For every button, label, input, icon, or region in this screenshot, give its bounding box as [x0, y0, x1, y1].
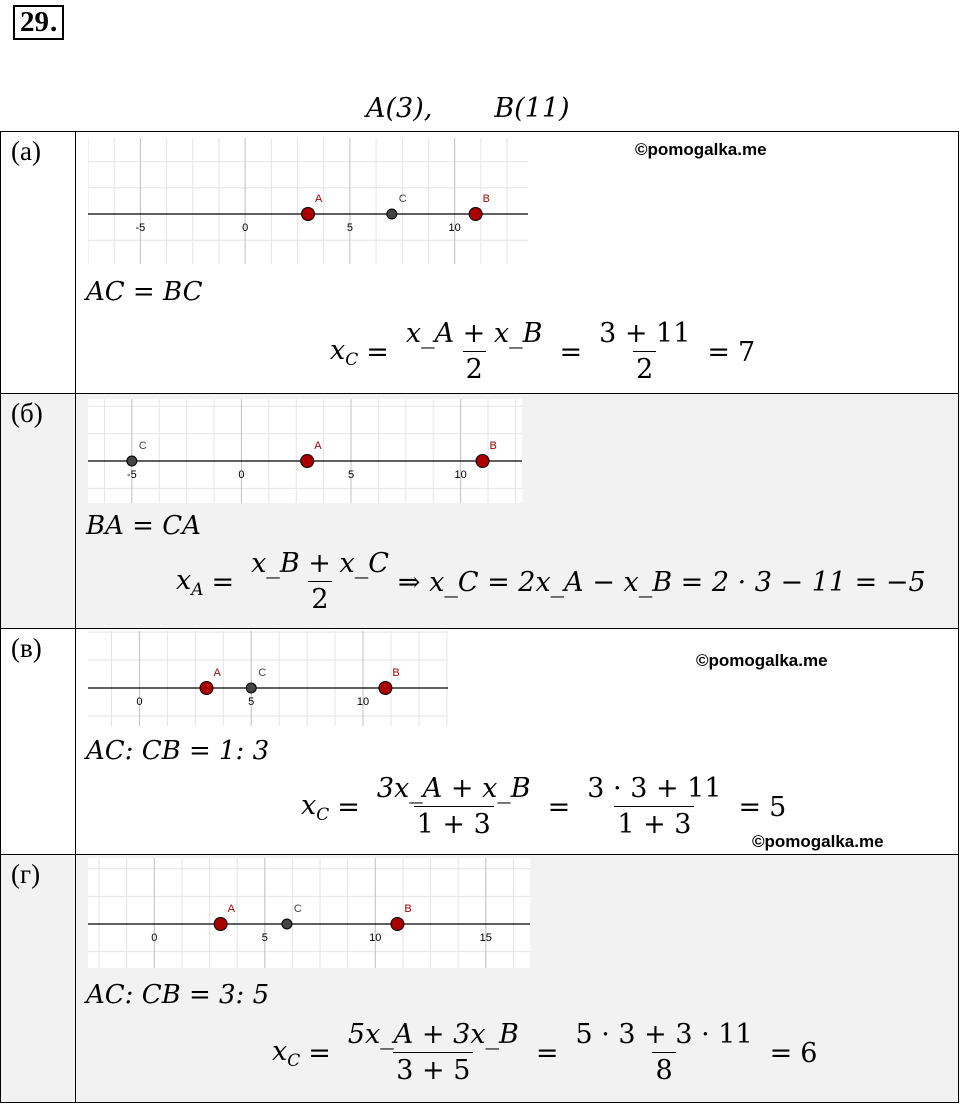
point-label-a: A — [227, 903, 235, 915]
tick-label: 0 — [242, 222, 249, 234]
fraction-den: 2 — [463, 351, 486, 388]
point-b — [391, 918, 404, 931]
formula-lhs: $x_C$ — [330, 335, 359, 370]
number-line — [88, 399, 522, 503]
formula-derivation: ⇒ x_C = 2x_A − x_B = 2 · 3 − 11 = −5 — [397, 567, 926, 598]
formula-result: 5 — [769, 792, 787, 823]
midpoint-formula: $x_C$ = $\frac{x\_A + x\_B}{2}$ = $\frac{3 + 11}{2}$ = 7 — [330, 317, 755, 388]
tick-label: 5 — [346, 222, 353, 234]
solution-table — [0, 131, 959, 1103]
fraction-num: 5x_A + 3x_B — [347, 1019, 519, 1050]
fraction-num: 3 · 3 + 11 — [587, 773, 722, 804]
fraction-numeric — [572, 1018, 755, 1089]
tick-label: 10 — [356, 696, 370, 708]
fraction-num: x_A + x_B — [405, 318, 543, 349]
row-label: (а) — [1, 132, 76, 394]
section-formula: $x_C$ = $\frac{5x\_A + 3x\_B}{3 + 5}$ = $\frac{5 \cdot 3 + 3 \cdot 11}{8}$ = 6 — [272, 1018, 817, 1089]
point-label-b: B — [482, 193, 490, 205]
given-point-b: B(11) — [494, 93, 570, 124]
watermark: ©pomogalka.me — [635, 140, 767, 159]
formula-result: 7 — [738, 337, 756, 368]
formula-result: 6 — [800, 1038, 818, 1069]
tick-label: 10 — [454, 469, 467, 481]
fraction-num: x_B + x_C — [251, 548, 389, 579]
point-label-c: C — [258, 667, 267, 679]
point-label-c: C — [138, 440, 147, 452]
point-label-a: A — [315, 193, 323, 205]
number-line — [88, 631, 448, 726]
problem-number: 29. — [13, 5, 64, 40]
row-v — [1, 629, 959, 855]
point-c — [127, 456, 137, 466]
fraction-symbolic — [248, 547, 392, 618]
fraction-den: 1 + 3 — [414, 806, 494, 843]
tick-label: 5 — [248, 696, 255, 708]
number-line — [88, 138, 528, 264]
problem-number-text: 29 — [20, 6, 49, 38]
midpoint-formula: $x_A$ = $\frac{x\_B + x\_C}{2}$ ⇒ x_C = 2x_A − x_B = 2 · 3 − 11 = −5 — [176, 547, 926, 618]
point-c — [246, 683, 256, 693]
fraction-den: 2 — [633, 351, 656, 388]
tick-label: -5 — [135, 222, 146, 234]
point-a — [302, 208, 315, 221]
point-b — [469, 208, 482, 221]
point-b — [476, 455, 489, 468]
given-point-a: A(3), — [366, 93, 433, 124]
fraction-numeric — [596, 317, 693, 388]
row-label: (г) — [1, 855, 76, 1103]
fraction-symbolic — [403, 317, 546, 388]
fraction-num: 3x_A + x_B — [376, 773, 531, 804]
tick-label: 5 — [261, 932, 268, 944]
point-label-b: B — [392, 667, 400, 679]
row-label: (б) — [1, 394, 76, 629]
formula-lhs: $x_C$ — [272, 1036, 301, 1071]
row-content — [76, 855, 959, 1103]
given-points — [366, 93, 570, 124]
fraction-symbolic — [374, 772, 534, 843]
fraction-den: 1 + 3 — [614, 806, 694, 843]
row-a — [1, 132, 959, 394]
point-a — [301, 455, 314, 468]
point-label-a: A — [213, 667, 221, 679]
tick-label: 5 — [347, 469, 355, 481]
tick-label: -5 — [126, 469, 137, 481]
condition: AC = BC — [86, 277, 203, 307]
fraction-den: 8 — [652, 1052, 675, 1089]
fraction-den: 3 + 5 — [393, 1052, 473, 1089]
tick-label: 0 — [136, 696, 143, 708]
point-label-b: B — [489, 440, 497, 452]
row-b — [1, 394, 959, 629]
row-content — [76, 629, 959, 855]
condition: AC: CB = 3: 5 — [86, 980, 270, 1010]
row-g — [1, 855, 959, 1103]
plot-background — [88, 138, 528, 264]
tick-label: 0 — [151, 932, 158, 944]
row-label: (в) — [1, 629, 76, 855]
row-content — [76, 132, 959, 394]
fraction-den: 2 — [308, 581, 331, 618]
fraction-num: 5 · 3 + 3 · 11 — [575, 1019, 753, 1050]
formula-lhs: $x_A$ — [176, 565, 204, 600]
point-label-b: B — [404, 903, 412, 915]
point-c — [282, 919, 292, 929]
tick-label: 10 — [448, 222, 461, 234]
tick-label: 15 — [479, 932, 492, 944]
fraction-num: 3 + 11 — [599, 318, 691, 349]
number-line — [88, 858, 530, 968]
section-formula: $x_C$ = $\frac{3x\_A + x\_B}{1 + 3}$ = $\frac{3 \cdot 3 + 11}{1 + 3}$ = 5 — [301, 772, 786, 843]
point-label-c: C — [293, 903, 302, 915]
tick-label: 10 — [369, 932, 382, 944]
point-c — [387, 209, 397, 219]
formula-lhs: $x_C$ — [301, 790, 330, 825]
watermark: ©pomogalka.me — [752, 832, 884, 851]
point-a — [200, 682, 213, 695]
condition: BA = CA — [86, 511, 201, 541]
fraction-numeric — [584, 772, 724, 843]
point-a — [214, 918, 227, 931]
condition: AC: CB = 1: 3 — [86, 736, 270, 766]
plot-background — [88, 399, 522, 503]
point-b — [379, 682, 392, 695]
watermark: ©pomogalka.me — [696, 651, 828, 670]
point-label-a: A — [314, 440, 322, 452]
tick-label: 0 — [238, 469, 245, 481]
row-content — [76, 394, 959, 629]
fraction-symbolic — [345, 1018, 522, 1089]
point-label-c: C — [398, 193, 407, 205]
